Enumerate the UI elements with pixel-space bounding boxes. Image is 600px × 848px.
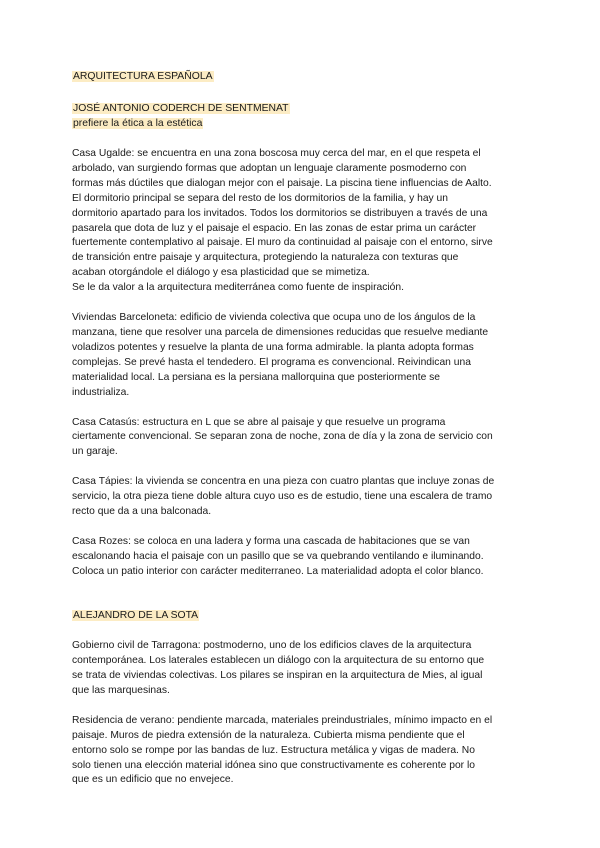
text-line: complejas. Se prevé hasta el tendedero. El programa es convencional. Reivindican una [72, 356, 471, 368]
text-line: fuertemente contemplativo al paisaje. El muro da continuidad al paisaje con el entorno, sirve [72, 237, 493, 249]
text-line: formas más dúctiles que dialogan mejor con el paisaje. La piscina tiene influencias de Aalto. [72, 177, 492, 189]
text-line: industrializa. [72, 386, 130, 398]
text-line: Se le da valor a la arquitectura mediterránea como fuente de inspiración. [72, 282, 404, 294]
text-line: que es un edificio que no envejece. [72, 774, 234, 786]
text-line: recto que da a una balconada. [72, 506, 212, 518]
text-line: dormitorio apartado para los invitados. Todos los dormitorios se distribuyen a través de una [72, 207, 488, 219]
paragraph-viviendas-barceloneta [72, 311, 544, 400]
document-title [72, 70, 544, 84]
text-line: Casa Rozes: se coloca en una ladera y forma una cascada de habitaciones que se van [72, 535, 470, 547]
text-line: contemporánea. Los laterales establecen un diálogo con la arquitectura de su entorno que [72, 655, 485, 667]
text-line: manzana, tiene que resolver una parcela de dimensiones reducidas que resuelve mediante [72, 326, 489, 338]
section-spacer [72, 595, 544, 609]
document-title-text: ARQUITECTURA ESPAÑOLA [73, 71, 213, 82]
text-line: Residencia de verano: pendiente marcada, materiales preindustriales, mínimo impacto en el [72, 714, 493, 726]
text-line: entorno solo se rompe por las bandas de luz. Estructura metálica y vigas de madera. No [72, 744, 475, 756]
section-subtitle: prefiere la ética a la estética [73, 117, 203, 129]
text-line: arbolado, van surgiendo formas que adoptan un lenguaje claramente posmoderno con [72, 162, 467, 174]
text-line: un garaje. [72, 446, 118, 458]
paragraph-casa-tapies [72, 475, 544, 520]
paragraph-residencia-verano [72, 714, 544, 789]
section-header-coderch [72, 102, 544, 131]
paragraph-casa-rozes [72, 535, 544, 580]
text-line: ciertamente convencional. Se separan zona de noche, zona de día y la zona de servicio con [72, 431, 493, 443]
text-line: pasarela que dota de luz y el paisaje el espacio. En las zonas de estar prima un carácter [72, 222, 477, 234]
text-line: solo tienen una elección material idónea sino que constructivamente es coherente por lo [72, 759, 475, 771]
paragraph-casa-catasus [72, 416, 544, 461]
paragraph-casa-ugalde [72, 147, 544, 296]
section-header-de-la-sota [72, 609, 544, 624]
section-author: ALEJANDRO DE LA SOTA [73, 609, 199, 621]
text-line: Viviendas Barceloneta: edificio de vivienda colectiva que ocupa uno de los ángulos de la [72, 312, 476, 324]
text-line: se trata de viviendas colectivas. Los pilares se inspiran en la arquitectura de Mies, al igual [72, 669, 483, 681]
text-line: paisaje. Muros de piedra extensión de la naturaleza. Cubierta misma pendiente que el [72, 729, 465, 741]
section-author: JOSÉ ANTONIO CODERCH DE SENTMENAT [73, 103, 289, 114]
text-line: Gobierno civil de Tarragona: postmoderno, uno de los edificios claves de la arquitectura [72, 640, 472, 652]
text-line: que las marquesinas. [72, 684, 170, 696]
text-line: Casa Tápies: la vivienda se concentra en una pieza con cuatro plantas que incluye zonas de [72, 476, 495, 488]
text-line: escalonando hacia el paisaje con un pasillo que se va quebrando ventilando e iluminando. [72, 550, 484, 562]
text-line: materialidad local. La persiana es la persiana mallorquina que posteriormente se [72, 371, 441, 383]
text-line: de transición entre paisaje y arquitectura, protegiendo la naturaleza con texturas que [72, 252, 459, 264]
paragraph-gobierno-civil [72, 639, 544, 699]
text-line: acaban otorgándole el diálogo y esa plasticidad que se mimetiza. [72, 267, 370, 279]
text-line: Casa Ugalde: se encuentra en una zona boscosa muy cerca del mar, en el que respeta el [72, 148, 481, 159]
text-line: voladizos potentes y resuelve la planta de una forma admirable. la planta adopta formas [72, 341, 474, 353]
text-line: servicio, la otra pieza tiene doble altura cuyo uso es de estudio, tiene una escalera de tramo [72, 491, 493, 503]
text-line: El dormitorio principal se separa del resto de los dormitorios de la familia, y hay un [72, 192, 449, 204]
text-line: Coloca un patio interior con carácter mediterraneo. La materialidad adopta el color blanco. [72, 565, 484, 577]
text-line: Casa Catasús: estructura en L que se abre al paisaje y que resuelve un programa [72, 416, 446, 428]
